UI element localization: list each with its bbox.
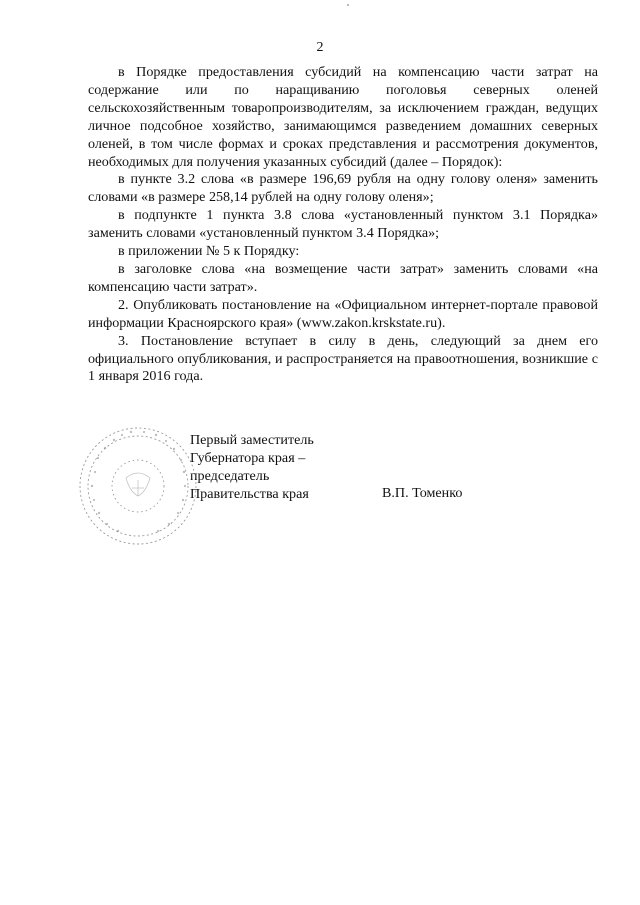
- official-seal-stamp: [74, 418, 204, 550]
- signer-name: В.П. Томенко: [382, 485, 463, 501]
- signer-title-line: Правительства края: [190, 486, 309, 502]
- paragraph-publish: 2. Опубликовать постановление на «Официальном интернет-портале правовой информации Красноярского края» (www.zakon.krskstate.ru).: [88, 296, 598, 331]
- paragraph-appendix-5: в приложении № 5 к Порядку:: [118, 243, 300, 260]
- paragraph-point-3-8: в подпункте 1 пункта 3.8 слова «установленный пунктом 3.1 Порядка» заменить словами «установленный пунктом 3.4 Порядка»;: [88, 207, 598, 242]
- signer-title-line: Первый заместитель: [190, 432, 314, 448]
- paragraph-effective-date: 3. Постановление вступает в силу в день, следующий за днем его официального опубликования, и распространяется на правоотношения, возникшие с 1 января 2016 года.: [88, 332, 598, 385]
- paragraph-heading-change: в заголовке слова «на возмещение части затрат» заменить словами «на компенсацию части затрат».: [88, 260, 598, 295]
- document-body: [88, 64, 598, 386]
- paragraph-order-title: в Порядке предоставления субсидий на компенсацию части затрат на содержание или по наращиванию поголовья северных оленей сельскохозяйственным товаропроизводителям, за исключением граждан, ведущих личное подсобное хозяйство, занимающимся разведением домашних северных оленей, в том числе формах и сроках представления и рассмотрения документов, необходимых для получения указанных субсидий (далее – Порядок):: [88, 64, 598, 170]
- signer-title-line: председатель: [190, 468, 270, 484]
- scan-speck: [347, 4, 349, 6]
- paragraph-point-3-2: в пункте 3.2 слова «в размере 196,69 рубля на одну голову оленя» заменить словами «в размере 258,14 рублей на одну голову оленя»;: [88, 171, 598, 206]
- signer-title-line: Губернатора края –: [190, 450, 306, 466]
- signature-block: [190, 431, 314, 503]
- page-number: 2: [316, 40, 324, 55]
